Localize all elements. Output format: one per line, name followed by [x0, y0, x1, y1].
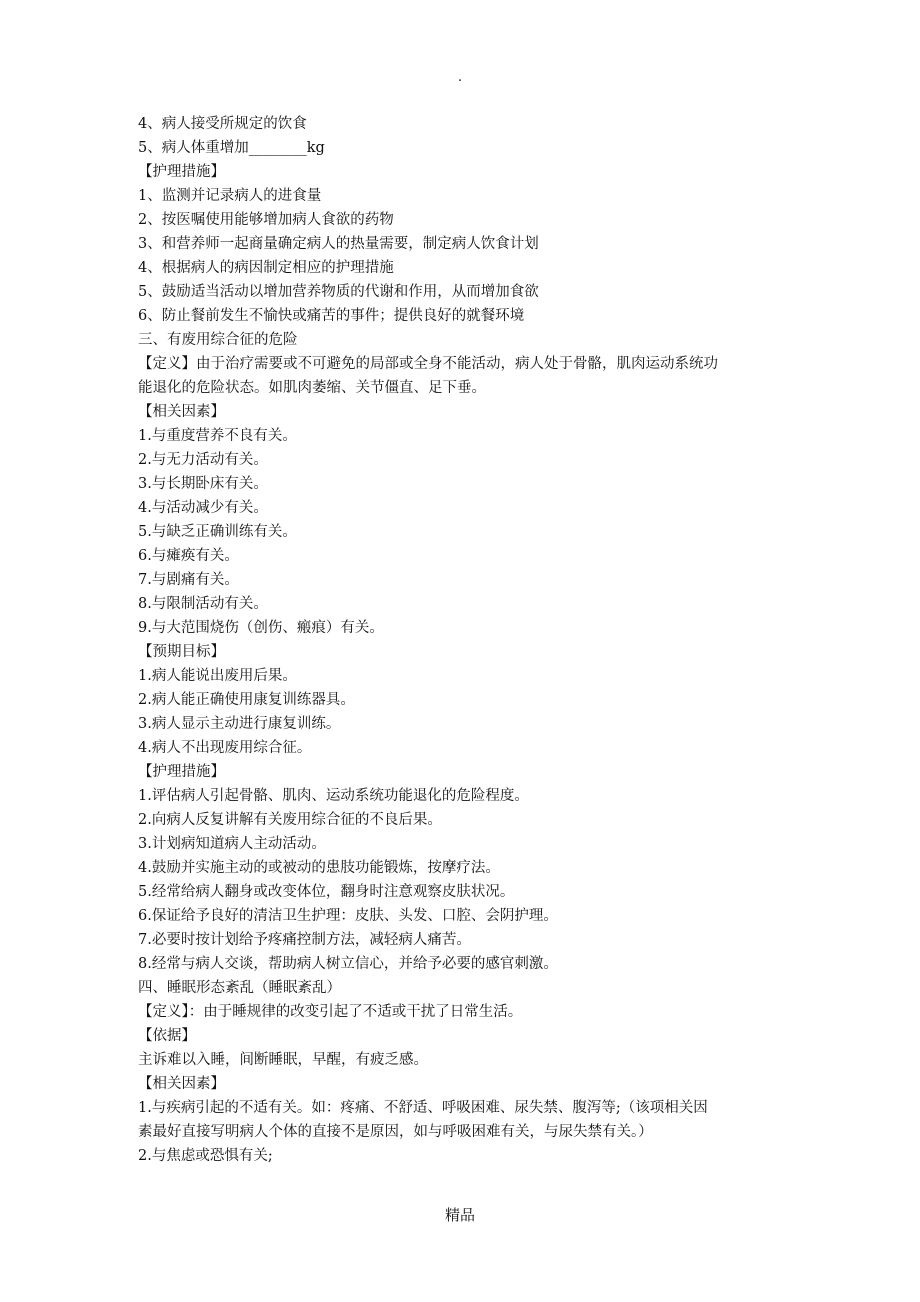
document-body — [138, 112, 788, 1168]
text-line: 主诉难以入睡，间断睡眠，早醒，有疲乏感。 — [138, 1052, 428, 1068]
text-line: 8.经常与病人交谈，帮助病人树立信心，并给予必要的感官刺激。 — [138, 956, 558, 972]
text-line: 2、按医嘱使用能够增加病人食欲的药物 — [138, 212, 394, 228]
text-line: 【预期目标】 — [138, 644, 225, 660]
text-line: 【定义】由于治疗需要或不可避免的局部或全身不能活动，病人处于骨骼，肌肉运动系统功 — [138, 356, 718, 372]
text-line: 2.向病人反复讲解有关废用综合征的不良后果。 — [138, 812, 442, 828]
text-line: 1.与疾病引起的不适有关。如：疼痛、不舒适、呼吸困难、尿失禁、腹泻等;（该项相关因 — [138, 1100, 708, 1116]
text-line: 1.评估病人引起骨骼、肌肉、运动系统功能退化的危险程度。 — [138, 788, 529, 804]
text-line: 【相关因素】 — [138, 404, 225, 420]
text-line: 7.与剧痛有关。 — [138, 572, 239, 588]
text-line: 4.病人不出现废用综合征。 — [138, 740, 312, 756]
text-line: 5.经常给病人翻身或改变体位，翻身时注意观察皮肤状况。 — [138, 884, 515, 900]
text-line: 2.病人能正确使用康复训练器具。 — [138, 692, 355, 708]
text-line: 5、鼓励适当活动以增加营养物质的代谢和作用，从而增加食欲 — [138, 284, 539, 300]
text-line: 3.病人显示主动进行康复训练。 — [138, 716, 341, 732]
page-header-mark: . — [457, 70, 463, 85]
text-line: 6、防止餐前发生不愉快或痛苦的事件；提供良好的就餐环境 — [138, 308, 525, 324]
text-line: 【相关因素】 — [138, 1076, 225, 1092]
text-line: 5、病人体重增加________kg — [138, 140, 325, 156]
text-line: 4.鼓励并实施主动的或被动的患肢功能锻炼，按摩疗法。 — [138, 860, 500, 876]
text-line: 4、病人接受所规定的饮食 — [138, 116, 307, 132]
page-footer: 精品 — [444, 1206, 475, 1224]
text-line: 3.与长期卧床有关。 — [138, 476, 268, 492]
text-line: 9.与大范围烧伤（创伤、瘢痕）有关。 — [138, 620, 384, 636]
text-line: 1.与重度营养不良有关。 — [138, 428, 297, 444]
text-line: 三、有废用综合征的危险 — [138, 332, 298, 348]
text-line: 4.与活动减少有关。 — [138, 500, 268, 516]
text-line: 【护理措施】 — [138, 764, 225, 780]
text-line: 7.必要时按计划给予疼痛控制方法，减轻病人痛苦。 — [138, 932, 471, 948]
text-line: 能退化的危险状态。如肌肉萎缩、关节僵直、足下垂。 — [138, 380, 486, 396]
text-line: 5.与缺乏正确训练有关。 — [138, 524, 297, 540]
text-line: 6.保证给予良好的清洁卫生护理：皮肤、头发、口腔、会阴护理。 — [138, 908, 558, 924]
text-line: 【依据】 — [138, 1028, 196, 1044]
text-line: 3、和营养师一起商量确定病人的热量需要，制定病人饮食计划 — [138, 236, 539, 252]
text-line: 素最好直接写明病人个体的直接不是原因，如与呼吸困难有关，与尿失禁有关。） — [138, 1124, 653, 1140]
text-line: 3.计划病知道病人主动活动。 — [138, 836, 326, 852]
text-line: 四、睡眠形态紊乱（睡眠紊乱） — [138, 980, 341, 996]
text-line: 6.与瘫痪有关。 — [138, 548, 239, 564]
text-line: 2.与无力活动有关。 — [138, 452, 268, 468]
text-line: 【定义】：由于睡规律的改变引起了不适或干扰了日常生活。 — [138, 1004, 523, 1020]
text-line: 1、监测并记录病人的进食量 — [138, 188, 322, 204]
text-line: 4、根据病人的病因制定相应的护理措施 — [138, 260, 394, 276]
text-line: 2.与焦虑或恐惧有关; — [138, 1148, 273, 1164]
text-line: 8.与限制活动有关。 — [138, 596, 268, 612]
text-line: 【护理措施】 — [138, 164, 225, 180]
text-line: 1.病人能说出废用后果。 — [138, 668, 297, 684]
